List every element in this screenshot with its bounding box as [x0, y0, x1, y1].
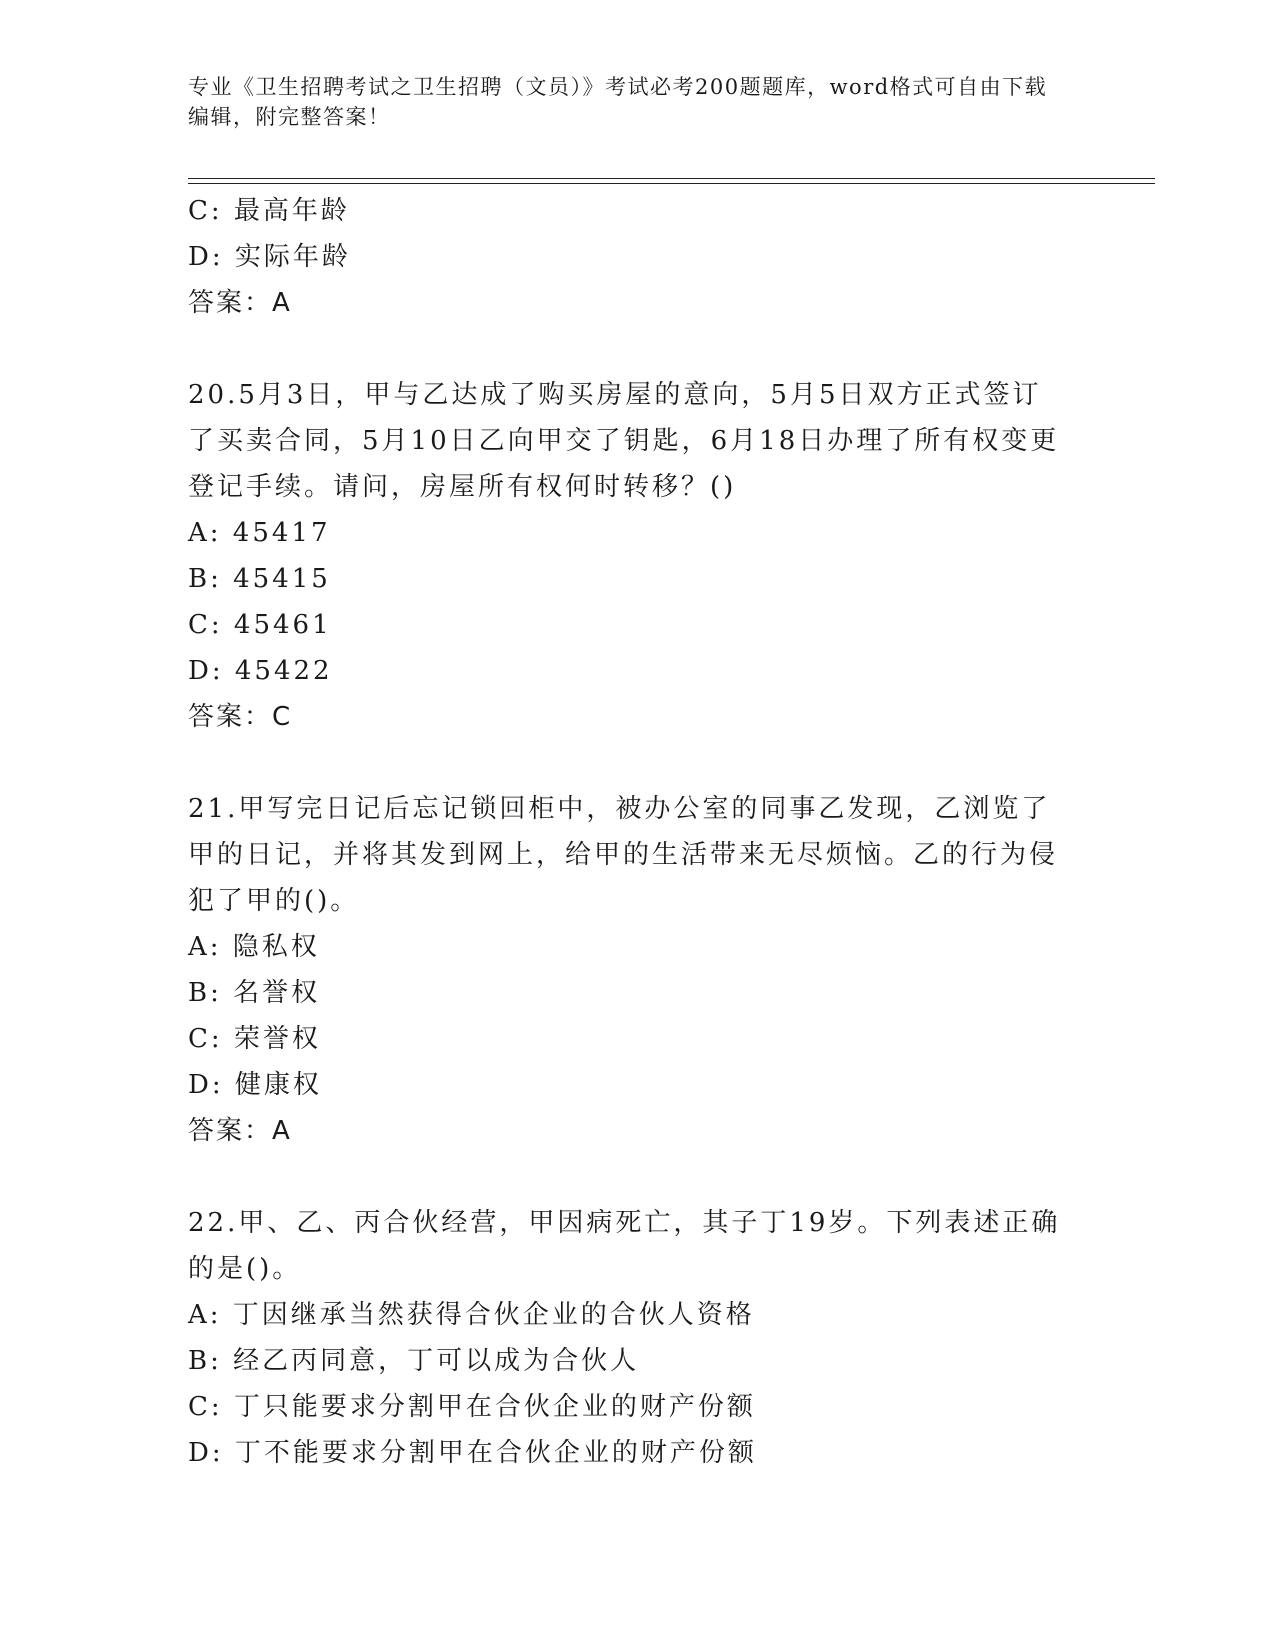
- question-20: [188, 372, 1078, 740]
- option-a: A: 丁因继承当然获得合伙企业的合伙人资格: [188, 1300, 755, 1330]
- question-19-tail: [188, 188, 1078, 326]
- question-21: [188, 786, 1078, 1154]
- option-c: C: 丁只能要求分割甲在合伙企业的财产份额: [188, 1392, 756, 1422]
- question-list: [188, 188, 1078, 1476]
- option-d: D: 丁不能要求分割甲在合伙企业的财产份额: [188, 1438, 757, 1468]
- option-d: D: 45422: [188, 656, 333, 686]
- spacer: [188, 326, 1078, 372]
- option-b: B: 经乙丙同意，丁可以成为合伙人: [188, 1346, 640, 1376]
- option-c: C: 45461: [188, 610, 332, 640]
- document-header: 专业《卫生招聘考试之卫生招聘（文员）》考试必考200题题库，word格式可自由下载编辑，附完整答案！: [188, 75, 1048, 129]
- spacer: [188, 1154, 1078, 1200]
- question-stem: 22.甲、乙、丙合伙经营，甲因病死亡，其子丁19岁。下列表述正确的是()。: [188, 1208, 1061, 1284]
- spacer: [188, 740, 1078, 786]
- option-b: B: 45415: [188, 564, 331, 594]
- option-d: D: 健康权: [188, 1070, 322, 1100]
- option-d: D: 实际年龄: [188, 242, 351, 272]
- question-stem: 20.5月3日，甲与乙达成了购买房屋的意向，5月5日双方正式签订了买卖合同，5月10日乙向甲交了钥匙，6月18日办理了所有权变更登记手续。请问，房屋所有权何时转移？(): [188, 380, 1060, 502]
- question-stem: 21.甲写完日记后忘记锁回柜中，被办公室的同事乙发现，乙浏览了甲的日记，并将其发到网上，给甲的生活带来无尽烦恼。乙的行为侵犯了甲的()。: [188, 794, 1059, 916]
- option-c: C: 荣誉权: [188, 1024, 321, 1054]
- answer-line: 答案：A: [188, 1116, 292, 1146]
- header-divider-top: [188, 178, 1155, 179]
- answer-line: 答案：C: [188, 702, 293, 732]
- question-22: [188, 1200, 1078, 1476]
- option-b: B: 名誉权: [188, 978, 321, 1008]
- option-a: A: 45417: [188, 518, 331, 548]
- option-a: A: 隐私权: [188, 932, 320, 962]
- header-divider-bottom: [188, 183, 1155, 184]
- answer-line: 答案：A: [188, 288, 292, 318]
- option-c: C: 最高年龄: [188, 196, 350, 226]
